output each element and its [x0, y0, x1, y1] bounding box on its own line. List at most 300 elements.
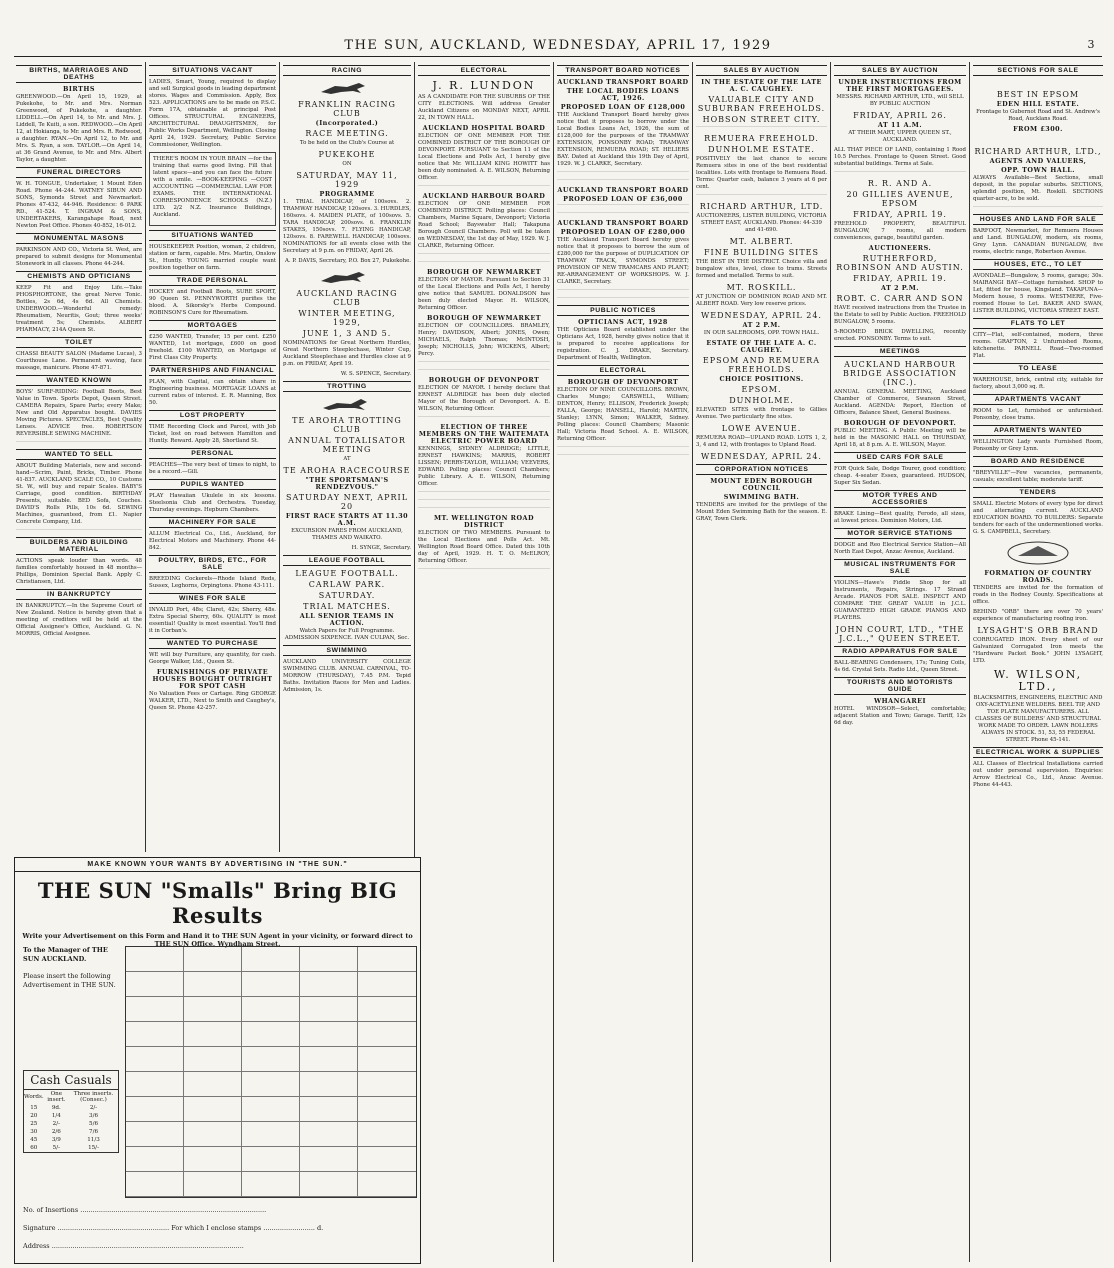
- gillies-avenue: 20 GILLIES AVENUE, EPSOM: [846, 190, 954, 208]
- rates-row: [24, 1144, 118, 1152]
- to-lease-text: WAREHOUSE, brick, central city, suitable for factory, about 3,000 sq. ft.: [973, 377, 1103, 390]
- text-filler: [696, 126, 827, 131]
- sub-heading: ELECTION OF THREE MEMBERS ON THE WAITEMATA ELECTRIC POWER BOARD: [418, 423, 550, 445]
- text-filler: [557, 179, 689, 184]
- remuera-freehold: REMUERA FREEHOLD.: [704, 134, 819, 143]
- on-label: ON: [342, 161, 352, 167]
- text-filler: [418, 253, 550, 258]
- section-heading: WINES FOR SALE: [149, 593, 276, 604]
- whangarei: WHANGAREI: [873, 697, 927, 705]
- address-label: Address: [23, 1242, 50, 1250]
- column-rule: [830, 62, 831, 1262]
- newmarket-notice: ELECTION OF MAYOR. Pursuant to Section 31 of the Local Elections and Polls Act, I hereby give notice that SAMUEL DONALDSON has been duly elected Mayor. H. WILSON, Returning Officer.: [418, 277, 550, 311]
- section-heading: POULTRY, BIRDS, ETC., FOR SALE: [149, 555, 276, 573]
- radio-text: BALL-BEARING Condensers, 17s; Tuning Coils, 4s 6d. Crystal Sets. Radio Ltd., Queen Street.: [834, 660, 966, 673]
- sale-time: AT 11 A.M.: [877, 121, 923, 129]
- agent-name: RICHARD ARTHUR, LTD.,: [974, 147, 1102, 156]
- dunholme: DUNHOLME.: [729, 396, 794, 405]
- smalls-title: THE SUN "Smalls" Bring BIG Results: [37, 878, 398, 928]
- text-filler: [557, 204, 689, 209]
- sale-date: WEDNESDAY, APRIL 24.: [701, 452, 822, 461]
- pupils-wanted: PLAY Hawaiian Ukulele in six lessons. Steelsonia Club and Orchestra. Tuesday, Thursday evenings. Hepburn Chambers.: [149, 493, 276, 513]
- text-filler: [557, 171, 689, 176]
- rates-row: [24, 1136, 118, 1144]
- section-heading: MACHINERY FOR SALE: [149, 517, 276, 528]
- rates-cell: 2/-: [89, 1105, 98, 1111]
- section-heading: SITUATIONS WANTED: [149, 230, 276, 241]
- section-heading: LEAGUE FOOTBALL: [283, 555, 411, 566]
- furnishings: No Valuation Fees or Cartage. Ring GEORGE WALKER, LTD., Next to Smith and Caughey's, Queen St. Phone 42-257.: [149, 691, 276, 711]
- secretary: W. S. SPENCE, Secretary.: [340, 371, 411, 377]
- jcl-name: JOHN COURT, LTD., "THE J.C.L.," QUEEN STREET.: [835, 625, 965, 643]
- smalls-order-form: [14, 857, 421, 1264]
- sale-date: WEDNESDAY, APRIL 24.: [701, 311, 822, 320]
- programme-text: 1. TRIAL HANDICAP, of 100sovs. 2. TRAMWAY HANDICAP, 120sovs. 3. HURDLES, 160sovs. 4. MAIDEN PLATE, of 100sovs. 5. TARA HANDICAP, 200sovs. 6. FRANKLIN STAKES, 150sovs. 7. FLYING HANDICAP, 120sovs. 8. FAREWELL HANDICAP, 100sovs. NOMINATIONS for all events close with the Secretary at 9 p.m. on FRIDAY, April 26.: [283, 199, 411, 254]
- toilet-notices: CHASSI BEAUTY SALON (Madame Lucas), 3 Courthouse Lane. Permanent waving, face massage, manicure. Phone 47-871.: [16, 351, 142, 371]
- hobson-street: HOBSON STREET CITY.: [702, 115, 821, 124]
- rates-cell: 9d.: [51, 1105, 61, 1111]
- wanted-known-notices: BOYS' SURF-RIDING: Football Boots, Best Value in Town. Sports Depot, Queen Street. CAMERA Repairs, Spare Parts; every Make; New and Old Apparatus bought. DAVIES Moving Pictures. SPECTACLES, Best Quality Lenses. ADVICE free. ROBERTSON REVERSIBLE SEWING MACHINE.: [16, 389, 142, 437]
- loan-amount: PROPOSED LOAN OF £128,000: [560, 103, 686, 111]
- auctioneer-name: RUTHERFORD, ROBINSON AND AUSTIN.: [836, 254, 964, 272]
- column-rule: [969, 62, 970, 1262]
- section-heading: WANTED KNOWN: [16, 375, 142, 386]
- partnerships: PLAN, with Capital, can obtain share in Engineering business. MORTGAGE LOANS at current rates of interest. E. R. Manning, Box 50.: [149, 379, 276, 406]
- text-filler: [418, 369, 550, 374]
- orb-brand: LYSAGHT'S ORB BRAND: [977, 626, 1099, 635]
- estate-heading: ESTATE OF THE LATE A. C. CAUGHEY.: [706, 339, 817, 354]
- candidate-text: AS A CANDIDATE FOR THE SUBURBS OF THE CITY ELECTIONS. Will address Greater Auckland Citizens on MONDAY NEXT, APRIL 22, IN TOWN HALL.: [418, 94, 550, 121]
- auctioneer-name: RICHARD ARTHUR, LTD.: [699, 202, 824, 211]
- rates-cell: 1/4: [51, 1113, 61, 1119]
- text-filler: [557, 289, 689, 294]
- column-sections: [973, 62, 1103, 1262]
- column-births: [16, 62, 142, 852]
- rates-cell: 20: [30, 1113, 38, 1119]
- rates-table: [24, 1090, 118, 1152]
- board-text: "BREYVILLE"—Few vacancies, permanents, casuals; excellent table; moderate tariff.: [973, 470, 1103, 483]
- used-cars: FOR Quick Sale, Dodge Tourer, good condition; cheap. 4-seater Essex, guaranteed. HUDSON, Super Six Sedan.: [834, 466, 966, 486]
- sub-heading: BOROUGH OF NEWMARKET: [426, 314, 541, 322]
- rates-row: [24, 1104, 118, 1112]
- roskill-text: AT JUNCTION OF DOMINION ROAD AND MT. ALBERT ROAD. Very low reserve prices.: [696, 294, 827, 307]
- rates-cell: 45: [30, 1137, 38, 1143]
- winter-text: NOMINATIONS for Great Northern Hurdles, Great Northern Steeplechase, Winter Cup, Auckland Steeplechase and Hurdles close at 9 p.m. on FRIDAY, April 19.: [283, 340, 411, 367]
- section-heading: RADIO APPARATUS FOR SALE: [834, 646, 966, 657]
- personal: PEACHES—The very best of times to night, to be a record.—Gill.: [149, 462, 276, 475]
- swimming-bath: SWIMMING BATH.: [723, 493, 800, 501]
- inc-label: (Incorporated.): [315, 119, 379, 127]
- section-heading: MORTGAGES: [149, 320, 276, 331]
- section-heading: PUPILS WANTED: [149, 479, 276, 490]
- column-rule: [145, 62, 146, 852]
- horse-racing-icon: [317, 80, 377, 96]
- transport-notice: THE Auckland Transport Board hereby gives notice that it proposes to borrow under the Local Bodies Loans Act, 1926, the sum of £128,000 for the purposes of the TRAMWAY EXTENSION, PONSONBY ROAD; TRAMWAY EXTENSION, REMUERA ROAD; ST. HELIERS BAY. Dated at Auckland this 19th Day of April, 1929. W. J. CLARKE, Secretary.: [557, 112, 689, 167]
- enclose-label: For which I enclose stamps: [171, 1224, 262, 1232]
- sale-date: FRIDAY, APRIL 19.: [853, 274, 947, 283]
- section-heading: TOURISTS AND MOTORISTS GUIDE: [834, 677, 966, 695]
- rates-cell: 5/-: [52, 1145, 61, 1151]
- ics-advert: [149, 152, 276, 226]
- sub-heading: AUCKLAND TRANSPORT BOARD: [557, 186, 689, 194]
- lowe-text: REMUERA ROAD—UPLAND ROAD. LOTS 1, 2, 3, 4 and 12, with frontages to Upland Road.: [696, 435, 827, 448]
- trotting-horse-icon: [317, 396, 377, 412]
- sections-text: ALWAYS Available—Best Sections, small deposit, in the popular suburbs. SECTIONS, splendid position, Mt. Roskill. SECTIONS quarter-acre, to be sold.: [973, 175, 1103, 202]
- column-rule: [279, 62, 280, 852]
- motor-tyres: BRAKE Lining—Best quality, Ferodo, all sizes, at lowest prices. Dominion Motors, Ltd.: [834, 511, 966, 524]
- chemists-notices: KEEP Fit and Enjoy Life.—Take PHOSPHORTONE, the great Nerve Tonic. Bottles, 2s 6d, 4s 6d. All Chemists. UNDERWOOD.—Wonderful remedy: Rheumatism, Neuritis, Gout; three weeks' treatment 5s; Chemists. ALBERT PHARMACY, 214A Queen St.: [16, 285, 142, 333]
- section-heading: SALES BY AUCTION: [834, 65, 966, 76]
- rr-logo: R. R. AND A.: [867, 179, 933, 188]
- section-heading: WANTED TO SELL: [16, 449, 142, 460]
- bankruptcy-notices: IN BANKRUPTCY.—In the Supreme Court of New Zealand. Notice is hereby given that a meeting of creditors will be held at the Official Assignee's Office, Auckland. G. N. MORRIS, Official Assignee.: [16, 603, 142, 637]
- situations-vacant: LADIES, Smart, Young, required to display and sell Surgical goods in leading department stores. Wages and Commission. Apply, Box 523. APPLICATIONS are to be made on P.S.C. Form 17A, obtainable at principal Post Offices. STRUCTURAL ENGINEERS, ARCHITECTURAL DRAUGHTSMEN, for Public Works Department, Wellington. Closing April 24, 1929. Secretary, Public Service Commissioner, Wellington.: [149, 79, 276, 148]
- wellington-notice: ELECTION OF TWO MEMBERS. Pursuant to the Local Elections and Polls Act. Mt. Wellington Road Board Office. Dated this 10th day of April, 1929. H. T. O. McELROY, Returning Officer.: [418, 530, 550, 564]
- situations-wanted: HOUSEKEEPER Position, woman, 2 children, station or farm, capable. Mrs. Martin, Onslow St., Huntly. YOUNG married couple want position together on farm.: [149, 244, 276, 271]
- sub-heading: MT. WELLINGTON ROAD DISTRICT: [433, 514, 535, 529]
- club-name: AUCKLAND RACING CLUB: [296, 289, 398, 307]
- rates-column-header: Words.: [24, 1094, 44, 1100]
- sub-heading: BOROUGH OF DEVONPORT.: [843, 419, 957, 427]
- council-name: MOUNT EDEN BOROUGH COUNCIL: [710, 477, 813, 492]
- first-race: FIRST RACE STARTS AT 11.30 A.M.: [285, 512, 409, 527]
- hospital-notice: ELECTION OF ONE MEMBER FOR THE COMBINED DISTRICT OF THE BOROUGH OF DEVONPORT. PURSUANT to Section 11 of the Local Elections and Polls Act, I hereby give notice that Mr. WILLIAM KING HOWITT has been duly nominated. A. E. WILSON, Returning Officer.: [418, 133, 550, 181]
- text-filler: [418, 568, 550, 573]
- corporation-text: TENDERS are invited for the privilege of the Mount Eden Swimming Bath for the season. E. GRAY, Town Clerk.: [696, 502, 827, 522]
- programme-heading: PROGRAMME: [319, 190, 375, 198]
- mortgages: £250 WANTED, Transfer, 15 per cent. £250 WANTED, 1st mortgage, £600 on good freehold. £100 WANTED, on Mortgage of First Class City Property.: [149, 334, 276, 361]
- section-heading: TOILET: [16, 337, 142, 348]
- sub-heading: FURNISHINGS OF PRIVATE HOUSES BOUGHT OUTRIGHT FOR SPOT CASH: [152, 668, 273, 690]
- text-filler: [418, 261, 550, 266]
- section-heading: TRANSPORT BOARD NOTICES: [557, 65, 689, 76]
- houses-let-text: AVONDALE—Bungalow, 5 rooms, garage; 30s. MAIRANGI BAY—Cottage furnished. SHOP to Let, fitted for house, Kingsland. TAKAPUNA—Modern house, 5 rooms. WESTMERE, Five-roomed House to Let. BAKER AND SWAN, LISTER BUILDING, VICTORIA STREET EAST.: [973, 273, 1103, 314]
- annual-meeting: ANNUAL TOTALISATOR MEETING: [288, 436, 406, 454]
- rates-cell: 5/6: [89, 1121, 99, 1127]
- eden-hill: EDEN HILL ESTATE.: [996, 100, 1080, 108]
- league-line: ALL SENIOR TEAMS IN ACTION.: [299, 612, 395, 627]
- fine-sites-text: THE BEST IN THE DISTRICT. Choice villa and bungalow sites, level, close to trams. Streets formed and metalled. Terms to suit.: [696, 259, 827, 279]
- houses-land-text: BARFOOT, Newmarket, for Remuera Houses and Land. BUNGALOW, modern, six rooms, Grey Lynn. CANADIAN BUNGALOW, five rooms, electric range, Robertson Avenue.: [973, 228, 1103, 255]
- musical-text: VIOLINS—Hawe's Fiddle Shop for all Instruments, Repairs, Strings. 17 Strand Arcade. PIANOS FOR SALE. INSPECT AND COMPARE THE GREAT VALUE in J.C.L. GUARANTEED HIGH GRADE PIANOS AND PLAYERS.: [834, 580, 966, 621]
- wilson-text: BLACKSMITHS, ENGINEERS, ELECTRIC AND OXY-ACETYLENE WELDERS. BEEL TIP, AND TOE PLATE MANUFACTURERS. ALL CLASSES OF BUILDERS' AND STRUCTURAL WORK MADE TO ORDER. LAWN ROLLERS ALWAYS IN STOCK. 51, 53, 55 FEDERAL STREET. Phone 45-141.: [973, 695, 1103, 743]
- public-meeting-text: PUBLIC MEETING. A Public Meeting will be held in the MASONIC HALL on THURSDAY, April 18, at 8 p.m. A. E. WILSON, Mayor.: [834, 428, 966, 448]
- text-filler: [418, 185, 550, 190]
- held-label: To be held on the Club's Course at: [299, 140, 395, 146]
- sub-heading: BIRTHS: [63, 85, 95, 93]
- fine-sites: FINE BUILDING SITES: [704, 248, 819, 257]
- section-heading: TO LEASE: [973, 363, 1103, 374]
- text-filler: [418, 361, 550, 366]
- orb-intro: BEHIND "ORB" there are over 70 years' experience of manufacturing roofing iron.: [973, 609, 1103, 622]
- section-heading: APARTMENTS VACANT: [973, 394, 1103, 405]
- column-rule: [553, 62, 554, 1262]
- auctioneer-name: ROBT. C. CARR AND SON: [836, 294, 964, 303]
- mart: AT THEIR MART, UPPER QUEEN ST., AUCKLAND.: [848, 130, 952, 143]
- text-filler: [418, 499, 550, 504]
- section-heading: FLATS TO LET: [973, 318, 1103, 329]
- horse-racing-icon: [317, 269, 377, 285]
- ics-text: THERE'S ROOM IN YOUR BRAIN —for the training that earns good living. Fill that latent space—and you can face the future with a smile. —BOOK-KEEPING —COST ACCOUNTING —COMMERCIAL LAW FOR EXAMS. THE INTERNATIONAL CORRESPONDENCE SCHOOLS (N.Z.) LTD. 2/2 N.Z. Insurance Buildings, Auckland.: [153, 156, 272, 218]
- wilson-name: W. WILSON, LTD.,: [993, 668, 1083, 693]
- bridge-text: ANNUAL GENERAL MEETING, Auckland Chamber of Commerce, Swanson Street, Auckland. AGENDA: Report, Election of Officers, Balance Sheet, General Business.: [834, 389, 966, 416]
- text-filler: [418, 507, 550, 512]
- best-in-epsom: BEST IN EPSOM: [996, 90, 1080, 99]
- rates-cell: 30: [30, 1129, 38, 1135]
- section-heading: PUBLIC NOTICES: [557, 305, 689, 316]
- section-heading: RACING: [283, 65, 411, 76]
- rates-column-header: Three inserts. (Consec.): [73, 1091, 114, 1103]
- insertions-label: No. of Insertions: [23, 1206, 79, 1214]
- section-heading: MOTOR SERVICE STATIONS: [834, 528, 966, 539]
- section-heading: MOTOR TYRES AND ACCESSORIES: [834, 490, 966, 508]
- venue: TE AROHA RACECOURSE: [283, 466, 411, 475]
- rates-cell: 2/6: [51, 1129, 61, 1135]
- rates-cell: 3/9: [51, 1137, 61, 1143]
- insertions-line[interactable]: No. of Insertions ..........................................................................................: [23, 1206, 267, 1214]
- builders-notices: ACTIONS speak louder than words. 48 families comfortably housed in 48 months—Phillips, Dominion Special Bank. Apply C. Christiansen, Ltd.: [16, 558, 142, 585]
- hotel-text: HOTEL WINDSOR—Select, comfortable; adjacent Station and Town; Garage. Tariff, 12s 6d day.: [834, 706, 966, 726]
- league-line: SATURDAY.: [318, 591, 376, 600]
- insert-line: Please insert the following Advertisement in THE SUN.: [23, 972, 116, 989]
- sub-heading: BOROUGH OF NEWMARKET: [426, 268, 541, 276]
- price-from: FROM £300.: [1013, 125, 1063, 133]
- apartments-wanted-text: WELLINGTON Lady wants Furnished Room, Ponsonby or Grey Lynn.: [973, 439, 1103, 452]
- devonport-notice: ELECTION OF MAYOR. I hereby declare that ERNEST ALDRIDGE has been duly elected Mayor of the Borough of Devonport. A. E. WILSON, Returning Officer.: [418, 385, 550, 412]
- bridge-association: AUCKLAND HARBOUR BRIDGE ASSOCIATION (INC.).: [842, 360, 958, 387]
- agents-valuers: AGENTS AND VALUERS,: [989, 157, 1087, 165]
- page-number: 3: [1087, 38, 1096, 51]
- section-heading: BOARD AND RESIDENCE: [973, 456, 1103, 467]
- section-heading: SITUATIONS VACANT: [149, 65, 276, 76]
- race-meeting: RACE MEETING.: [305, 129, 389, 138]
- column-electoral: [418, 62, 550, 1262]
- league-line: Watch Papers for Full Programme. ADMISSION SIXPENCE. IVAN CULPAN, Sec.: [284, 628, 410, 641]
- rates-cell: 7/6: [89, 1129, 99, 1135]
- section-heading: LOST PROPERTY: [149, 410, 276, 421]
- secretary: A. P. DAVIS, Secretary, P.O. Box 27, Pukekohe.: [284, 258, 411, 264]
- wanted-to-sell-notices: ABOUT Building Materials, new and second-hand—Scrim, Paint, Bricks, Timber. Phone 41-837. AUCKLAND SCALE CO., 10 Customs St. W., will buy and repair Scales. BABY'S Carriage, good condition. BIRTHDAY Presents, suitable. BED Sofa, Couches. DAVID'S Rolls Pills, 10s 6d. SEWING Machines, guaranteed, from £1. Napier Concrete Company, Ltd.: [16, 463, 142, 525]
- rendezvous: "THE SPORTSMAN'S RENDEZVOUS.": [305, 476, 389, 491]
- text-filler: [696, 194, 827, 199]
- sub-heading: AUCKLAND TRANSPORT BOARD: [557, 219, 689, 227]
- section-heading: ELECTORAL: [418, 65, 550, 76]
- section-heading: SALES BY AUCTION: [696, 65, 827, 76]
- club-name: TE AROHA TROTTING CLUB: [292, 416, 402, 434]
- section-heading: FUNERAL DIRECTORS: [16, 167, 142, 178]
- apartments-text: ROOM to Let, furnished or unfurnished. Ponsonby, close trams.: [973, 408, 1103, 421]
- tenders-text: SMALL Electric Motors of every type for direct and alternating current. AUCKLAND EDUCATION BOARD. TO BUILDERS: Separate tenders for each of the undermentioned works. G. S. CAMPBELL, Secretary.: [973, 501, 1103, 535]
- sale-date: FRIDAY, APRIL 26.: [853, 111, 947, 120]
- lowe-avenue: LOWE AVENUE.: [721, 424, 802, 433]
- race-date: SATURDAY NEXT, APRIL 20: [285, 493, 409, 511]
- choice-positions: CHOICE POSITIONS.: [719, 375, 804, 383]
- club-name: FRANKLIN RACING CLUB: [298, 100, 396, 118]
- property-text: 5-ROOMED BRICK DWELLING, recently erected. PONSONBY. Terms to suit.: [834, 329, 966, 342]
- estate-heading: IN THE ESTATE OF THE LATE A. C. CAUGHEY.: [701, 78, 822, 93]
- mt-albert: MT. ALBERT.: [729, 237, 794, 246]
- county-seal-icon: [998, 540, 1078, 566]
- section-heading: BIRTHS, MARRIAGES AND DEATHS: [16, 65, 142, 83]
- winter-dates: JUNE 1, 3 AND 5.: [302, 329, 392, 338]
- section-heading: IN BANKRUPTCY: [16, 589, 142, 600]
- address-line[interactable]: Address .............................................................................................: [23, 1242, 244, 1250]
- section-heading: CORPORATION NOTICES: [696, 464, 827, 475]
- elevated-sites: ELEVATED SITES with frontage to Gillies Avenue. Two particularly fine sites.: [696, 407, 827, 420]
- section-heading: APARTMENTS WANTED: [973, 425, 1103, 436]
- motor-service: DODGE and Reo Electrical Service Station—All North East Depot, Anzac Avenue, Auckland.: [834, 542, 966, 555]
- sale-time: AT 2 P.M.: [880, 284, 920, 292]
- section-heading: WANTED TO PURCHASE: [149, 638, 276, 649]
- column-transport: [557, 62, 689, 1262]
- section-heading: TRADE PERSONAL: [149, 275, 276, 286]
- text-filler: [557, 454, 689, 459]
- sub-heading: AUCKLAND HOSPITAL BOARD: [422, 124, 546, 132]
- flats-text: CITY—Flat, self-contained, modern, three rooms. GRAFTON, 2 Unfurnished Rooms, kitchenette. PARNELL Road—Two-roomed Flat.: [973, 332, 1103, 359]
- rates-column-header: One insert.: [47, 1091, 66, 1103]
- epsom-freeholds: EPSOM AND REMUERA FREEHOLDS.: [702, 356, 821, 374]
- swimming-notice: AUCKLAND UNIVERSITY COLLEGE SWIMMING CLUB. ANNUAL CARNIVAL, TO-MORROW (THURSDAY), 7.45 P.M. Tepid Baths. Invitation Races for Men and Ladies. Admission, 1s.: [283, 659, 411, 693]
- loan-amount: PROPOSED LOAN OF £280,000: [560, 228, 686, 236]
- cash-casuals-heading: Cash Casuals: [24, 1071, 118, 1090]
- formation-heading: FORMATION OF COUNTRY ROADS.: [984, 569, 1092, 584]
- secretary: H. SYNGE, Secretary.: [351, 545, 411, 551]
- harbour-notice: ELECTION OF ONE MEMBER FOR COMBINED DISTRICT. Polling places: Council Chambers, Marine Square, Devonport; Victoria Road School; Bayswater Hall; Takapuna Borough Council Chambers. Poll will be taken on WEDNESDAY, the 1st day of May, 1929. W. J. CLARKE, Returning Officer.: [418, 201, 550, 249]
- masthead-title: THE SUN, AUCKLAND, WEDNESDAY, APRIL 17, 1929: [344, 38, 772, 53]
- section-heading: MONUMENTAL MASONS: [16, 233, 142, 244]
- property-text: HAVE received instructions from the Trustee in the Estate to sell by Public Auction. FREEHOLD BUNGALOW, 5 rooms.: [834, 305, 966, 325]
- orb-text: CORRUGATED IRON. Every sheet of our Galvanized Corrugated Iron meets the "Hardware Packet Book." JOHN LYSAGHT, LTD.: [973, 637, 1103, 664]
- section-heading: MUSICAL INSTRUMENTS FOR SALE: [834, 559, 966, 577]
- excursion: EXCURSION FARES FROM AUCKLAND, THAMES AND WAIKATO.: [291, 528, 403, 541]
- estate-text: POSITIVELY the last chance to secure Remuera sites in one of the best residential localities. Lots with frontage to Remuera Road. Terms: Quarter cash, balance 3 years at 6 per cent.: [696, 156, 827, 190]
- rates-row: [24, 1120, 118, 1128]
- race-date: SATURDAY, MAY 11, 1929: [296, 171, 398, 189]
- section-heading: MEETINGS: [834, 346, 966, 357]
- league-line: LEAGUE FOOTBALL.: [295, 569, 399, 578]
- signature-line[interactable]: Signature ...................................................... For which I enclose stamps ......................... d.: [23, 1224, 324, 1232]
- section-heading: USED CARS FOR SALE: [834, 452, 966, 463]
- column-situations: [149, 62, 276, 852]
- funeral-notices: W. H. TONGUE, Undertaker, 1 Mount Eden Road. Phone 44-244. WATNEY SIBUN AND SONS, Symonds Street and Newmarket. Phones 47-432, 44-946. Residence: 6 PARK RD., 41-524. T. INGRAM & SONS, UNDERTAKERS, Karangahape Road, next Newton Post Office. Phones 40-852, 16-012.: [16, 181, 142, 229]
- rates-cell: 2/-: [52, 1121, 61, 1127]
- formation-text: TENDERS are invited for the formation of roads in the Rodney County. Specifications at office.: [973, 585, 1103, 605]
- section-heading: TROTTING: [283, 381, 411, 392]
- text-filler: [557, 446, 689, 451]
- text-filler: [16, 441, 142, 446]
- text-filler: [16, 529, 142, 534]
- rates-cell: 25: [30, 1121, 38, 1127]
- devonport-councillors: ELECTION OF NINE COUNCILLORS. BROWN, Charles Mungo; CARSWELL, William; DENTON, Henry; ELLISON, Frederick Joseph; FALLA, George; HANSELL, Harold; MARTIN, Stanley; LYNN, Simon; WALKER, Sidney. Polling places: Council Chambers; Masonic Hall; Victoria Road School. A. E. WILSON, Returning Officer.: [557, 387, 689, 442]
- rates-cell: 60: [30, 1145, 38, 1151]
- wanted-purchase: WE will buy Furniture, any quantity, for cash. George Walker, Ltd., Queen St.: [149, 652, 276, 665]
- column-auction-a: [696, 62, 827, 1262]
- rates-cell: 3/6: [89, 1113, 99, 1119]
- section-heading: HOUSES, ETC., TO LET: [973, 259, 1103, 270]
- auctioneers-label: AUCTIONEERS.: [868, 244, 932, 252]
- sub-heading: BOROUGH OF DEVONPORT: [567, 378, 679, 386]
- at-label: AT: [343, 456, 351, 462]
- words-grid[interactable]: [125, 946, 417, 1198]
- epsom: EPSOM.: [741, 385, 782, 394]
- sub-heading: AUCKLAND HARBOUR BOARD: [422, 192, 546, 200]
- section-heading: PERSONAL: [149, 448, 276, 459]
- section-heading: TENDERS: [973, 487, 1103, 498]
- sale-date: FRIDAY, APRIL 19.: [853, 210, 947, 219]
- electrical-text: ALL Classes of Electrical Installations carried out under personal supervision. Enquiries: Arrow Electrical Co., Ltd., Anzac Avenue. Phone 44-443.: [973, 761, 1103, 788]
- mt-roskill: MT. ROSKILL.: [726, 283, 797, 292]
- sub-heading: BOROUGH OF DEVONPORT: [428, 376, 540, 384]
- candidate-name: J. R. LUNDON: [432, 79, 536, 92]
- lost-property: TIME Recording Clock and Parcel, with Job Ticket, lost on road between Hamilton and Huntly. Reward. Apply 28, Shortland St.: [149, 424, 276, 444]
- poultry: BREEDING Cockerels—Rhode Island Reds, Sussex, Leghorns, Orpingtons. Phone 43-111.: [149, 576, 276, 589]
- sale-time: AT 2 P.M.: [742, 321, 781, 329]
- section-heading: HOUSES AND LAND FOR SALE: [973, 214, 1103, 225]
- births-notices: GREENWOOD.—On April 15, 1929, at Pukekohe, to Mr. and Mrs. Norman Greenwood, of Pukekohe, a daughter. LIDDELL.—On April 14, to Mr. and Mrs. J. Liddell, Te Kuiti, a son. REDWOOD.—On April 12, at Hokianga, to Mr. and Mrs. R. Redwood, a daughter. RYAN.—On April 12, to Mr. and Mrs. S. Ryan, a son. TAYLOR.—On April 14, at 36 Grand Avenue, to Mr. and Mrs. Albert Taylor, a daughter.: [16, 94, 142, 163]
- monumental-notices: PARKINSON AND CO., Victoria St. West, are prepared to submit designs for Monumental Stonework in all classes. Phone 44-244.: [16, 247, 142, 267]
- smalls-instructions: Write your Advertisement on this Form and Hand it to THE SUN Agent in your vicinity, or forward direct to THE SUN Office, Wyndham Street.: [22, 932, 413, 948]
- transport-notice: THE Auckland Transport Board hereby gives notice that it proposes to borrow the sum of £280,000 for the purpose of DUPLICATION OF TRAMWAY TRACK, SYMONDS STREET; PROVISION OF NEW TRAMCARS AND PLANT; RE-ARRANGEMENT OF WORKSHOPS. W. J. CLARKE, Secretary.: [557, 237, 689, 285]
- sub-heading: OPTICIANS ACT, 1928: [578, 318, 668, 326]
- property-text: ALL THAT PIECE OF LAND, containing 1 Rood 10.5 Perches. Frontage to Queen Street. Good substantial buildings. Terms at Sale.: [834, 147, 966, 167]
- instructions: UNDER INSTRUCTIONS FROM THE FIRST MORTGAGEES.: [838, 78, 962, 93]
- loan-amount: PROPOSED LOAN OF £36,000: [563, 195, 683, 203]
- text-filler: [418, 416, 550, 421]
- section-heading: ELECTORAL: [557, 365, 689, 376]
- league-line: TRIAL MATCHES.: [303, 602, 391, 611]
- power-board-notice: KENNINGS, SYDNEY ALDRIDGE; LITTLE, ERNEST HAWKINS; MARRIS, ROBERT LISSEN; PERRY-TAYLOR, WILLIAM; VEEVERS, EDWARD. Polling places: Council Chambers; Public Library. A. E. WILSON, Returning Officer.: [418, 446, 550, 487]
- winter-meeting: WINTER MEETING, 1929,: [298, 309, 396, 327]
- text-filler: [973, 206, 1103, 211]
- smalls-banner: MAKE KNOWN YOUR WANTS BY ADVERTISING IN "THE SUN.": [15, 858, 420, 872]
- column-racing: [283, 62, 411, 852]
- wines: INVALID Port, 48s; Claret, 42s; Sherry, 48s. Extra Special Sherry, 60s. QUALITY is most essential! Quality is most essential. You'll find it in Corban's.: [149, 607, 276, 634]
- auctioneer-address: AUCTIONEERS, LISTER BUILDING, VICTORIA STREET EAST, AUCKLAND. Phones: 44-339 and 41-690.: [696, 213, 827, 233]
- text-filler: [418, 491, 550, 496]
- section-heading: SECTIONS FOR SALE: [973, 65, 1103, 76]
- rates-cell: 15: [30, 1105, 38, 1111]
- auctioneer-line: MESSRS. RICHARD ARTHUR, LTD., will SELL BY PUBLIC AUCTION: [836, 94, 964, 107]
- opticians-notice: THE Opticians Board established under the Opticians Act, 1928, hereby gives notice that it is prepared to receive applications for registration. C. J. DRAKE, Secretary. Department of Health, Wellington.: [557, 327, 689, 361]
- column-auction-b: [834, 62, 966, 1262]
- text-filler: [557, 297, 689, 302]
- cash-casuals-table: [23, 1070, 119, 1153]
- addressee-line: To the Manager of THE SUN AUCKLAND.: [23, 946, 108, 963]
- column-rule: [692, 62, 693, 1262]
- section-heading: BUILDERS AND BUILDING MATERIAL: [16, 537, 142, 555]
- property-text: FREEHOLD PROPERTY, BEAUTIFUL BUNGALOW, 7 rooms, all modern conveniences, garage, beautiful garden.: [834, 221, 966, 241]
- agent-address: OPP. TOWN HALL.: [1001, 166, 1075, 174]
- league-line: CARLAW PARK.: [308, 580, 386, 589]
- section-heading: PARTNERSHIPS AND FINANCIAL: [150, 367, 275, 374]
- course-name: PUKEKOHE: [318, 150, 376, 159]
- trade-personal: HOCKEY and Football Boots, SURE SPORT, 90 Queen St. PENNYWORTH purifies the blood. A. Sikorsky's Herbs Compound. ROBINSON'S Cure for Rheumatism.: [149, 289, 276, 316]
- dunholme-estate: DUNHOLME ESTATE.: [708, 145, 815, 154]
- signature-label: Signature: [23, 1224, 56, 1232]
- machinery: ALLUM Electrical Co., Ltd., Auckland, for Electrical Motors and Machinery. Phone 44-842.: [149, 531, 276, 551]
- section-heading: ELECTRICAL WORK & SUPPLIES: [973, 747, 1103, 758]
- text-filler: [557, 212, 689, 217]
- rates-row: [24, 1112, 118, 1120]
- frontage-text: Frontage to Gubernot Road and St. Andrew's Road, Aucklans Road.: [976, 109, 1100, 122]
- section-heading: SWIMMING: [283, 645, 411, 656]
- section-heading: CHEMISTS AND OPTICIANS: [16, 271, 142, 282]
- rates-row: [24, 1128, 118, 1136]
- sub-heading: AUCKLAND TRANSPORT BOARD: [557, 78, 689, 86]
- salerooms: IN OUR SALEROOMS, OPP. TOWN HALL.: [703, 330, 820, 336]
- rates-cell: 15/-: [88, 1145, 99, 1151]
- addressee: [23, 946, 118, 990]
